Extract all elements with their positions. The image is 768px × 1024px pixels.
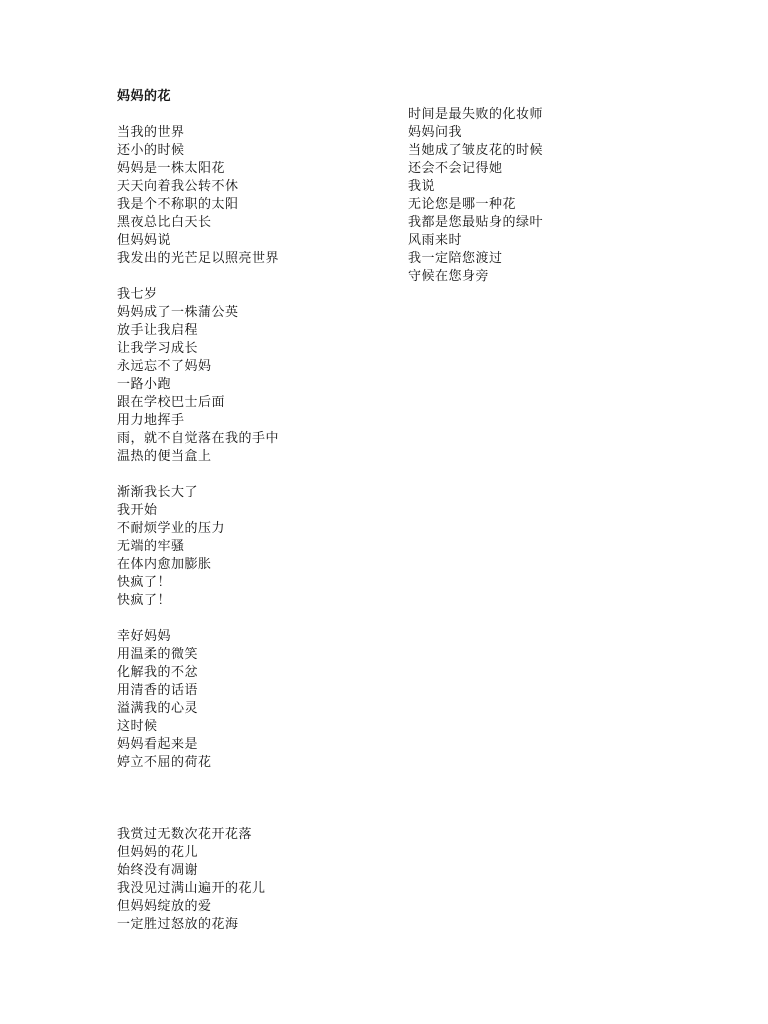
poem-right-column [408, 106, 668, 304]
poem-line: 我没见过满山遍开的花儿 [117, 881, 266, 896]
poem-line: 天天向着我公转不休 [117, 179, 239, 194]
poem-line: 当她成了皱皮花的时候 [408, 143, 544, 158]
poem-line: 这时候 [117, 719, 158, 734]
poem-stanza [117, 826, 377, 934]
poem-title: 妈妈的花 [117, 89, 172, 104]
poem-line: 放手让我启程 [117, 323, 199, 338]
poem-line: 我都是您最贴身的绿叶 [408, 215, 544, 230]
poem-line: 但妈妈的花儿 [117, 845, 199, 860]
poem-line: 幸好妈妈 [117, 629, 172, 644]
poem-line: 始终没有凋谢 [117, 863, 199, 878]
poem-line: 妈妈是一株太阳花 [117, 161, 226, 176]
poem-left-column [117, 124, 377, 952]
poem-stanza [117, 628, 377, 772]
poem-stanza [117, 484, 377, 610]
poem-line: 我一定陪您渡过 [408, 251, 503, 266]
poem-line: 在体内愈加膨胀 [117, 557, 212, 572]
poem-line: 我开始 [117, 503, 158, 518]
poem-line: 我赏过无数次花开花落 [117, 827, 253, 842]
poem-line: 跟在学校巴士后面 [117, 395, 226, 410]
poem-line: 但妈妈说 [117, 233, 172, 248]
poem-line: 我说 [408, 179, 436, 194]
poem-line: 快疯了！ [117, 575, 172, 590]
poem-line: 雨，就不自觉落在我的手中 [117, 431, 280, 446]
poem-line: 永远忘不了妈妈 [117, 359, 212, 374]
poem-line: 一定胜过怒放的花海 [117, 917, 239, 932]
poem-line: 不耐烦学业的压力 [117, 521, 226, 536]
poem-line: 温热的便当盒上 [117, 449, 212, 464]
poem-line: 风雨来时 [408, 233, 463, 248]
poem-line: 快疯了！ [117, 593, 172, 608]
poem-line: 还小的时候 [117, 143, 185, 158]
poem-stanza [117, 286, 377, 466]
poem-line: 用清香的话语 [117, 683, 199, 698]
poem-line: 无论您是哪一种花 [408, 197, 517, 212]
poem-line: 妈妈问我 [408, 125, 463, 140]
poem-line: 用温柔的微笑 [117, 647, 199, 662]
poem-line: 用力地挥手 [117, 413, 185, 428]
poem-line: 我发出的光芒足以照亮世界 [117, 251, 280, 266]
poem-line: 时间是最失败的化妆师 [408, 107, 544, 122]
poem-stanza [117, 124, 377, 268]
poem-line: 让我学习成长 [117, 341, 199, 356]
poem-line: 还会不会记得她 [408, 161, 503, 176]
poem-line: 妈妈看起来是 [117, 737, 199, 752]
poem-line: 当我的世界 [117, 125, 185, 140]
poem-line: 无端的牢骚 [117, 539, 185, 554]
poem-line: 渐渐我长大了 [117, 485, 199, 500]
poem-line: 妈妈成了一株蒲公英 [117, 305, 239, 320]
poem-line: 化解我的不忿 [117, 665, 199, 680]
poem-line: 我七岁 [117, 287, 158, 302]
poem-line: 溢满我的心灵 [117, 701, 199, 716]
poem-line: 婷立不屈的荷花 [117, 755, 212, 770]
poem-line: 一路小跑 [117, 377, 172, 392]
poem-line: 黑夜总比白天长 [117, 215, 212, 230]
poem-line: 我是个不称职的太阳 [117, 197, 239, 212]
poem-line: 守候在您身旁 [408, 269, 490, 284]
poem-line: 但妈妈绽放的爱 [117, 899, 212, 914]
poem-stanza [408, 106, 668, 286]
